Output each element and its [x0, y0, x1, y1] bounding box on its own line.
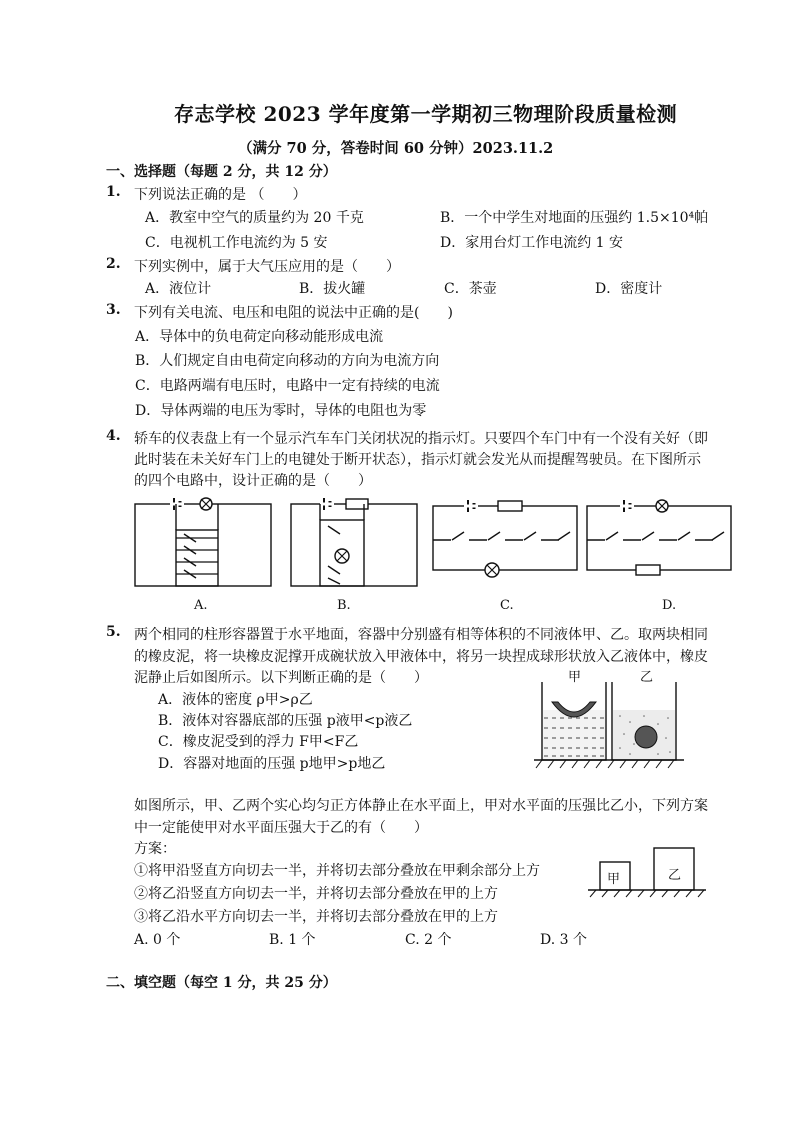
question-stem: 下列说法正确的是 （ ） [134, 187, 307, 203]
option-b: B．液体对容器底部的压强 p液甲<p液乙 [158, 713, 413, 729]
circuit-diagram-d [586, 494, 734, 580]
question-number: 2. [106, 256, 121, 272]
circuit-label-a: A. [194, 598, 208, 613]
plan-heading: 方案： [134, 841, 176, 857]
option-a: A．导体中的负电荷定向移动能形成电流 [135, 329, 384, 345]
option-b: B．拔火罐 [299, 281, 366, 297]
question-line: 的橡皮泥，将一块橡皮泥撑开成碗状放入甲液体中，将另一块捏成球形状放入乙液体中，橡皮 [134, 649, 708, 665]
option-d: D．家用台灯工作电流约 1 安 [440, 235, 624, 251]
question-line: 两个相同的柱形容器置于水平地面，容器中分别盛有相等体积的不同液体甲、乙。取两块相同 [134, 627, 708, 643]
question-line: 中一定能使甲对水平面压强大于乙的有（ ） [134, 820, 428, 836]
question-number: 5. [106, 624, 121, 640]
section-heading: 一、选择题（每题 2 分，共 12 分） [106, 164, 337, 180]
question-line: 轿车的仪表盘上有一个显示汽车车门关闭状况的指示灯。只要四个车门中有一个没有关好（即 [134, 431, 708, 447]
option-a: A．液位计 [145, 281, 212, 297]
cubes-figure [588, 846, 708, 898]
option-c: C．电路两端有电压时，电路中一定有持续的电流 [135, 378, 440, 394]
option-b: B．人们规定自由电荷定向移动的方向为电流方向 [135, 353, 440, 369]
question-line: 如图所示，甲、乙两个实心均匀正方体静止在水平面上，甲对水平面的压强比乙小，下列方案 [134, 798, 708, 814]
question-line: 此时装在未关好车门上的电键处于断开状态），指示灯就会发光从而提醒驾驶员。在下图所示 [134, 452, 701, 468]
circuit-label-b: B. [337, 598, 351, 613]
page-subtitle: （满分 70 分，答卷时间 60 分钟）2023.11.2 [238, 140, 554, 157]
question-stem: 下列实例中，属于大气压应用的是（ ） [134, 259, 400, 275]
cube-label-yi: 乙 [668, 868, 682, 883]
circuit-label-d: D. [662, 598, 677, 613]
container-label-yi: 乙 [640, 670, 654, 685]
option-b: B. 1 个 [269, 932, 316, 948]
option-c: C．橡皮泥受到的浮力 F甲<F乙 [158, 734, 359, 750]
option-c: C．茶壶 [444, 281, 497, 297]
circuit-label-c: C. [500, 598, 514, 613]
question-number: 3. [106, 302, 121, 318]
option-d: D．密度计 [595, 281, 663, 297]
option-d: D. 3 个 [540, 932, 587, 948]
option-a: A. 0 个 [134, 932, 181, 948]
option-c: C．电视机工作电流约为 5 安 [145, 235, 328, 251]
question-number: 1. [106, 184, 121, 200]
circuit-diagram-b [290, 494, 420, 594]
question-line: 的四个电路中，设计正确的是（ ） [134, 473, 372, 489]
cube-label-jia: 甲 [607, 872, 621, 887]
page-title: 存志学校 2023 学年度第一学期初三物理阶段质量检测 [174, 102, 678, 126]
option-a: A．教室中空气的质量约为 20 千克 [145, 210, 364, 226]
plan-item: ②将乙沿竖直方向切去一半，并将切去部分叠放在甲的上方 [134, 886, 498, 902]
circuit-diagram-c [432, 494, 580, 580]
circuit-diagram-a [134, 494, 274, 594]
option-b: B．一个中学生对地面的压强约 1.5×10⁴帕 [440, 210, 709, 226]
option-a: A．液体的密度 ρ甲>ρ乙 [158, 692, 313, 708]
containers-figure [534, 682, 684, 772]
plan-item: ①将甲沿竖直方向切去一半，并将切去部分叠放在甲剩余部分上方 [134, 863, 540, 879]
option-c: C. 2 个 [405, 932, 452, 948]
container-label-jia: 甲 [568, 670, 582, 685]
question-number: 4. [106, 428, 121, 444]
plan-item: ③将乙沿水平方向切去一半，并将切去部分叠放在甲的上方 [134, 909, 498, 925]
question-stem: 下列有关电流、电压和电阻的说法中正确的是( ) [134, 305, 453, 321]
question-line: 泥静止后如图所示。以下判断正确的是（ ） [134, 670, 428, 686]
option-d: D．容器对地面的压强 p地甲>p地乙 [158, 756, 386, 772]
option-d: D．导体两端的电压为零时，导体的电阻也为零 [135, 403, 427, 419]
section-heading: 二、填空题（每空 1 分，共 25 分） [106, 975, 337, 991]
